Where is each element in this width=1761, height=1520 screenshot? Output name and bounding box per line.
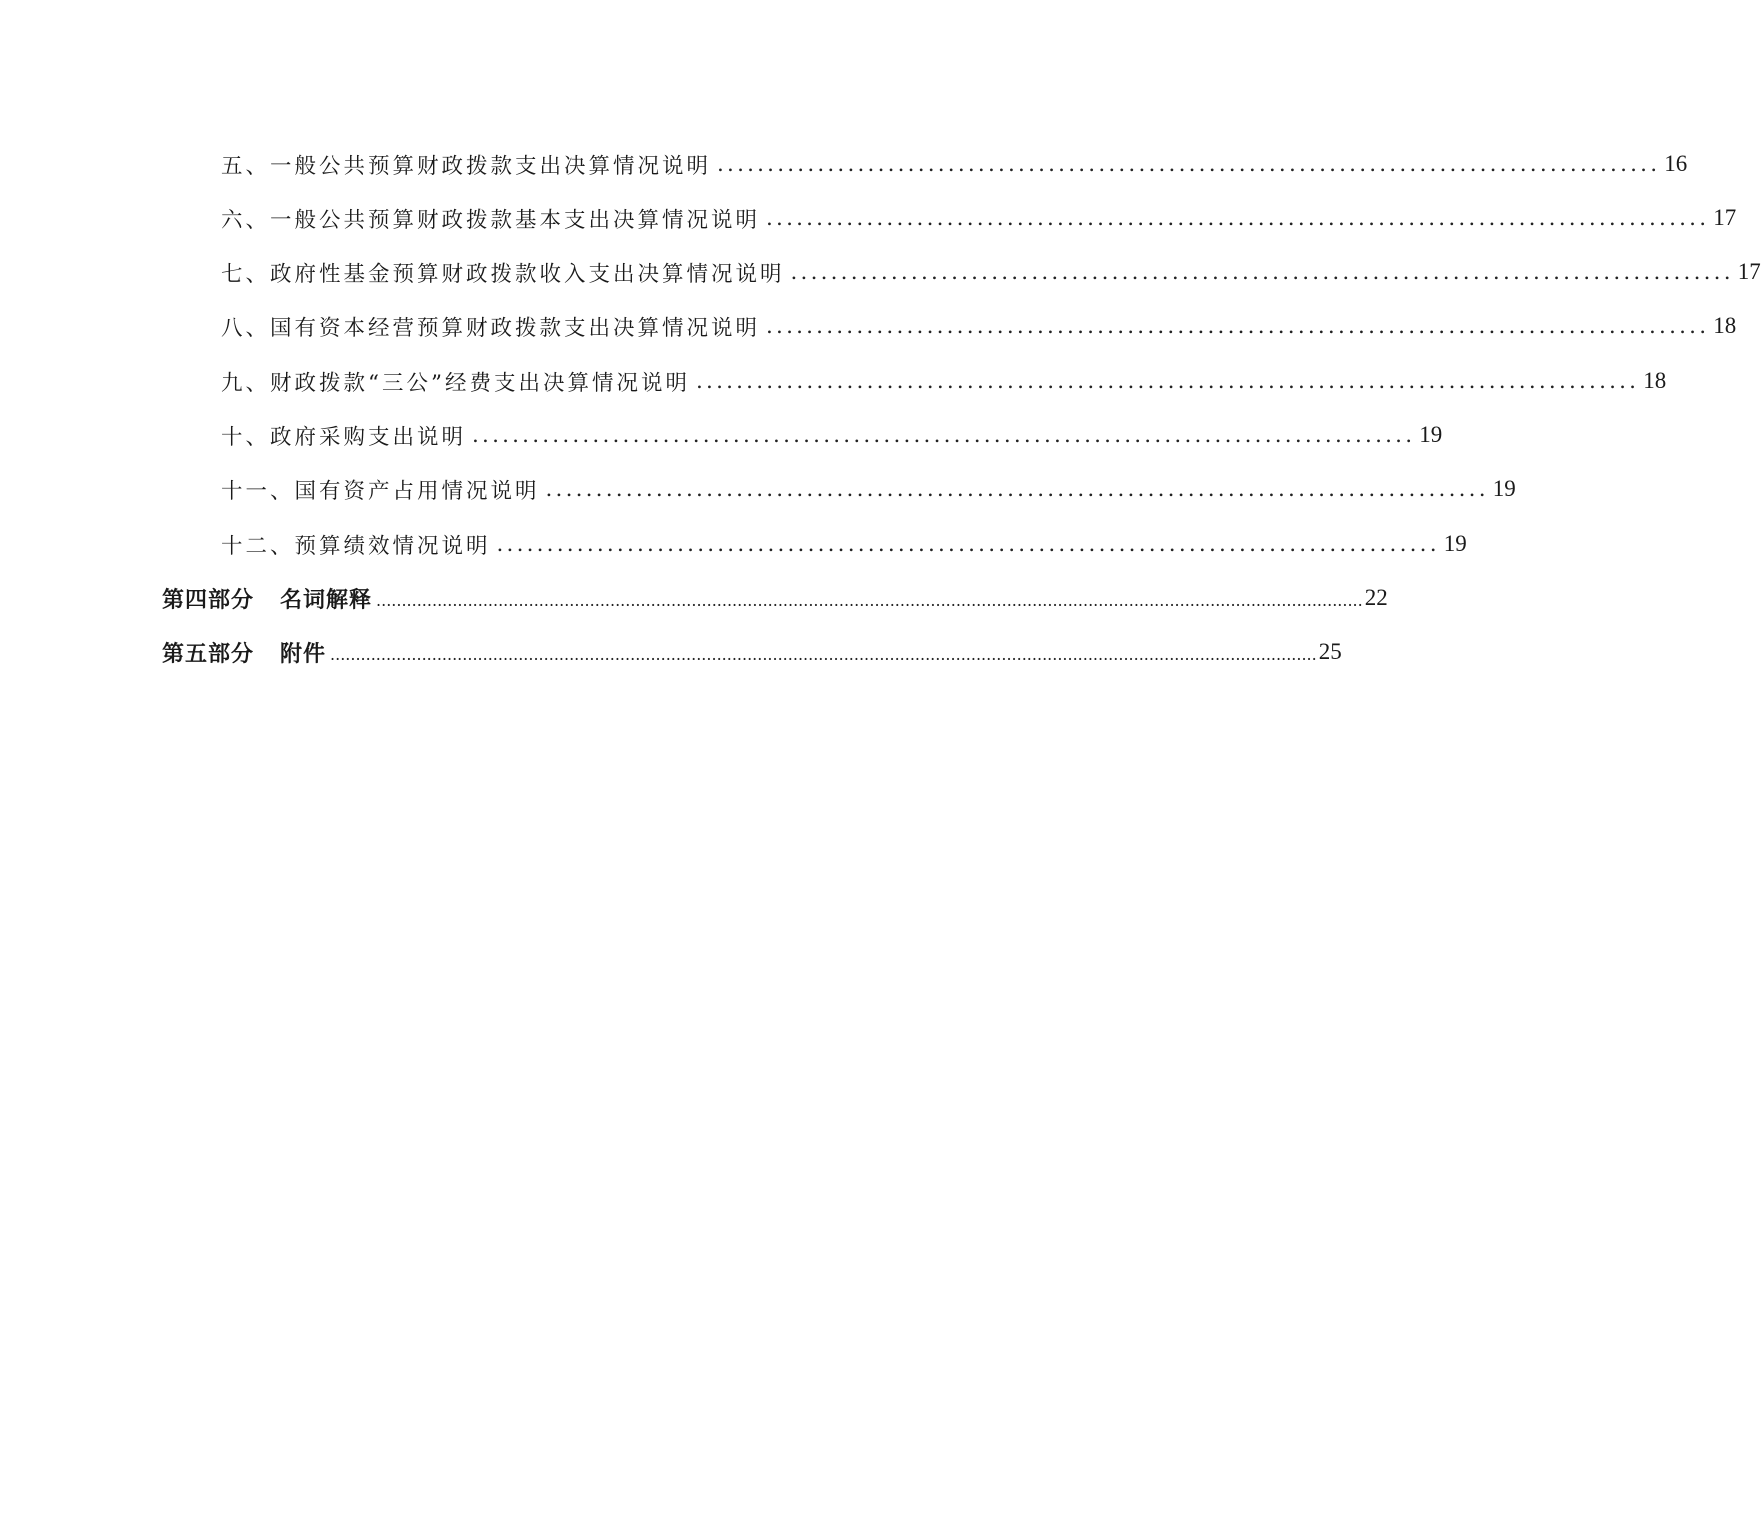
toc-part-entry[interactable] [162, 578, 1388, 618]
toc-entry[interactable] [221, 144, 1688, 184]
toc-part-label: 第五部分 [162, 641, 255, 667]
toc-entry-page: 18 [1713, 313, 1737, 338]
toc-entry-title: 七、政府性基金预算财政拨款收入支出决算情况说明 [221, 261, 785, 287]
toc-entry-page: 17 [1737, 259, 1761, 284]
toc-entry-title: 十一、国有资产占用情况说明 [221, 478, 540, 504]
toc-entry-page: 19 [1419, 422, 1443, 447]
toc-part-heading [162, 583, 372, 614]
dot-leader: .............................................................................................. [545, 476, 1489, 502]
toc-entry-title: 十二、预算绩效情况说明 [221, 533, 491, 559]
toc-entry-page: 18 [1643, 368, 1667, 393]
toc-entry-title: 五、一般公共预算财政拨款支出决算情况说明 [221, 153, 712, 179]
dot-leader: .............................................................................................. [766, 205, 1710, 231]
toc-part-entry[interactable] [162, 632, 1342, 672]
toc-part-heading [162, 637, 326, 668]
toc-entry[interactable] [221, 415, 1443, 455]
toc-entry-title: 九、财政拨款“三公”经费支出决算情况说明 [221, 370, 690, 396]
toc-entry-page: 16 [1664, 151, 1688, 176]
toc-part-page: 25 [1318, 639, 1342, 664]
toc-entry-page: 17 [1713, 205, 1737, 230]
dot-leader: .............................................................................................. [766, 313, 1710, 339]
toc-entry-title: 六、一般公共预算财政拨款基本支出决算情况说明 [221, 207, 761, 233]
toc-entry-page: 19 [1443, 531, 1467, 556]
toc-entry-page: 19 [1492, 476, 1516, 501]
toc-entry[interactable] [221, 252, 1761, 292]
toc-part-label: 第四部分 [162, 587, 255, 613]
dot-leader: .............................................................................................. [496, 531, 1440, 557]
dot-leader: .............................................................................................. [472, 422, 1416, 448]
toc-entry-title: 十、政府采购支出说明 [221, 424, 467, 450]
dot-leader: .............................................................................................. [790, 259, 1734, 285]
dot-leader: .................................................................................................................................................................................................. [330, 644, 1317, 664]
dot-leader: .............................................................................................. [717, 151, 1661, 177]
toc-entry-title: 八、国有资本经营预算财政拨款支出决算情况说明 [221, 315, 761, 341]
toc-part-page: 22 [1364, 585, 1388, 610]
toc-part-title: 名词解释 [280, 587, 373, 613]
toc-entry[interactable] [221, 198, 1737, 238]
toc-part-title: 附件 [280, 641, 327, 667]
dot-leader: .............................................................................................. [696, 368, 1640, 394]
toc-entry[interactable] [221, 361, 1667, 401]
toc-entry[interactable] [221, 306, 1737, 346]
dot-leader: .................................................................................................................................................................................................. [376, 590, 1363, 610]
toc-entry[interactable] [221, 469, 1516, 509]
toc-entry[interactable] [221, 524, 1467, 564]
